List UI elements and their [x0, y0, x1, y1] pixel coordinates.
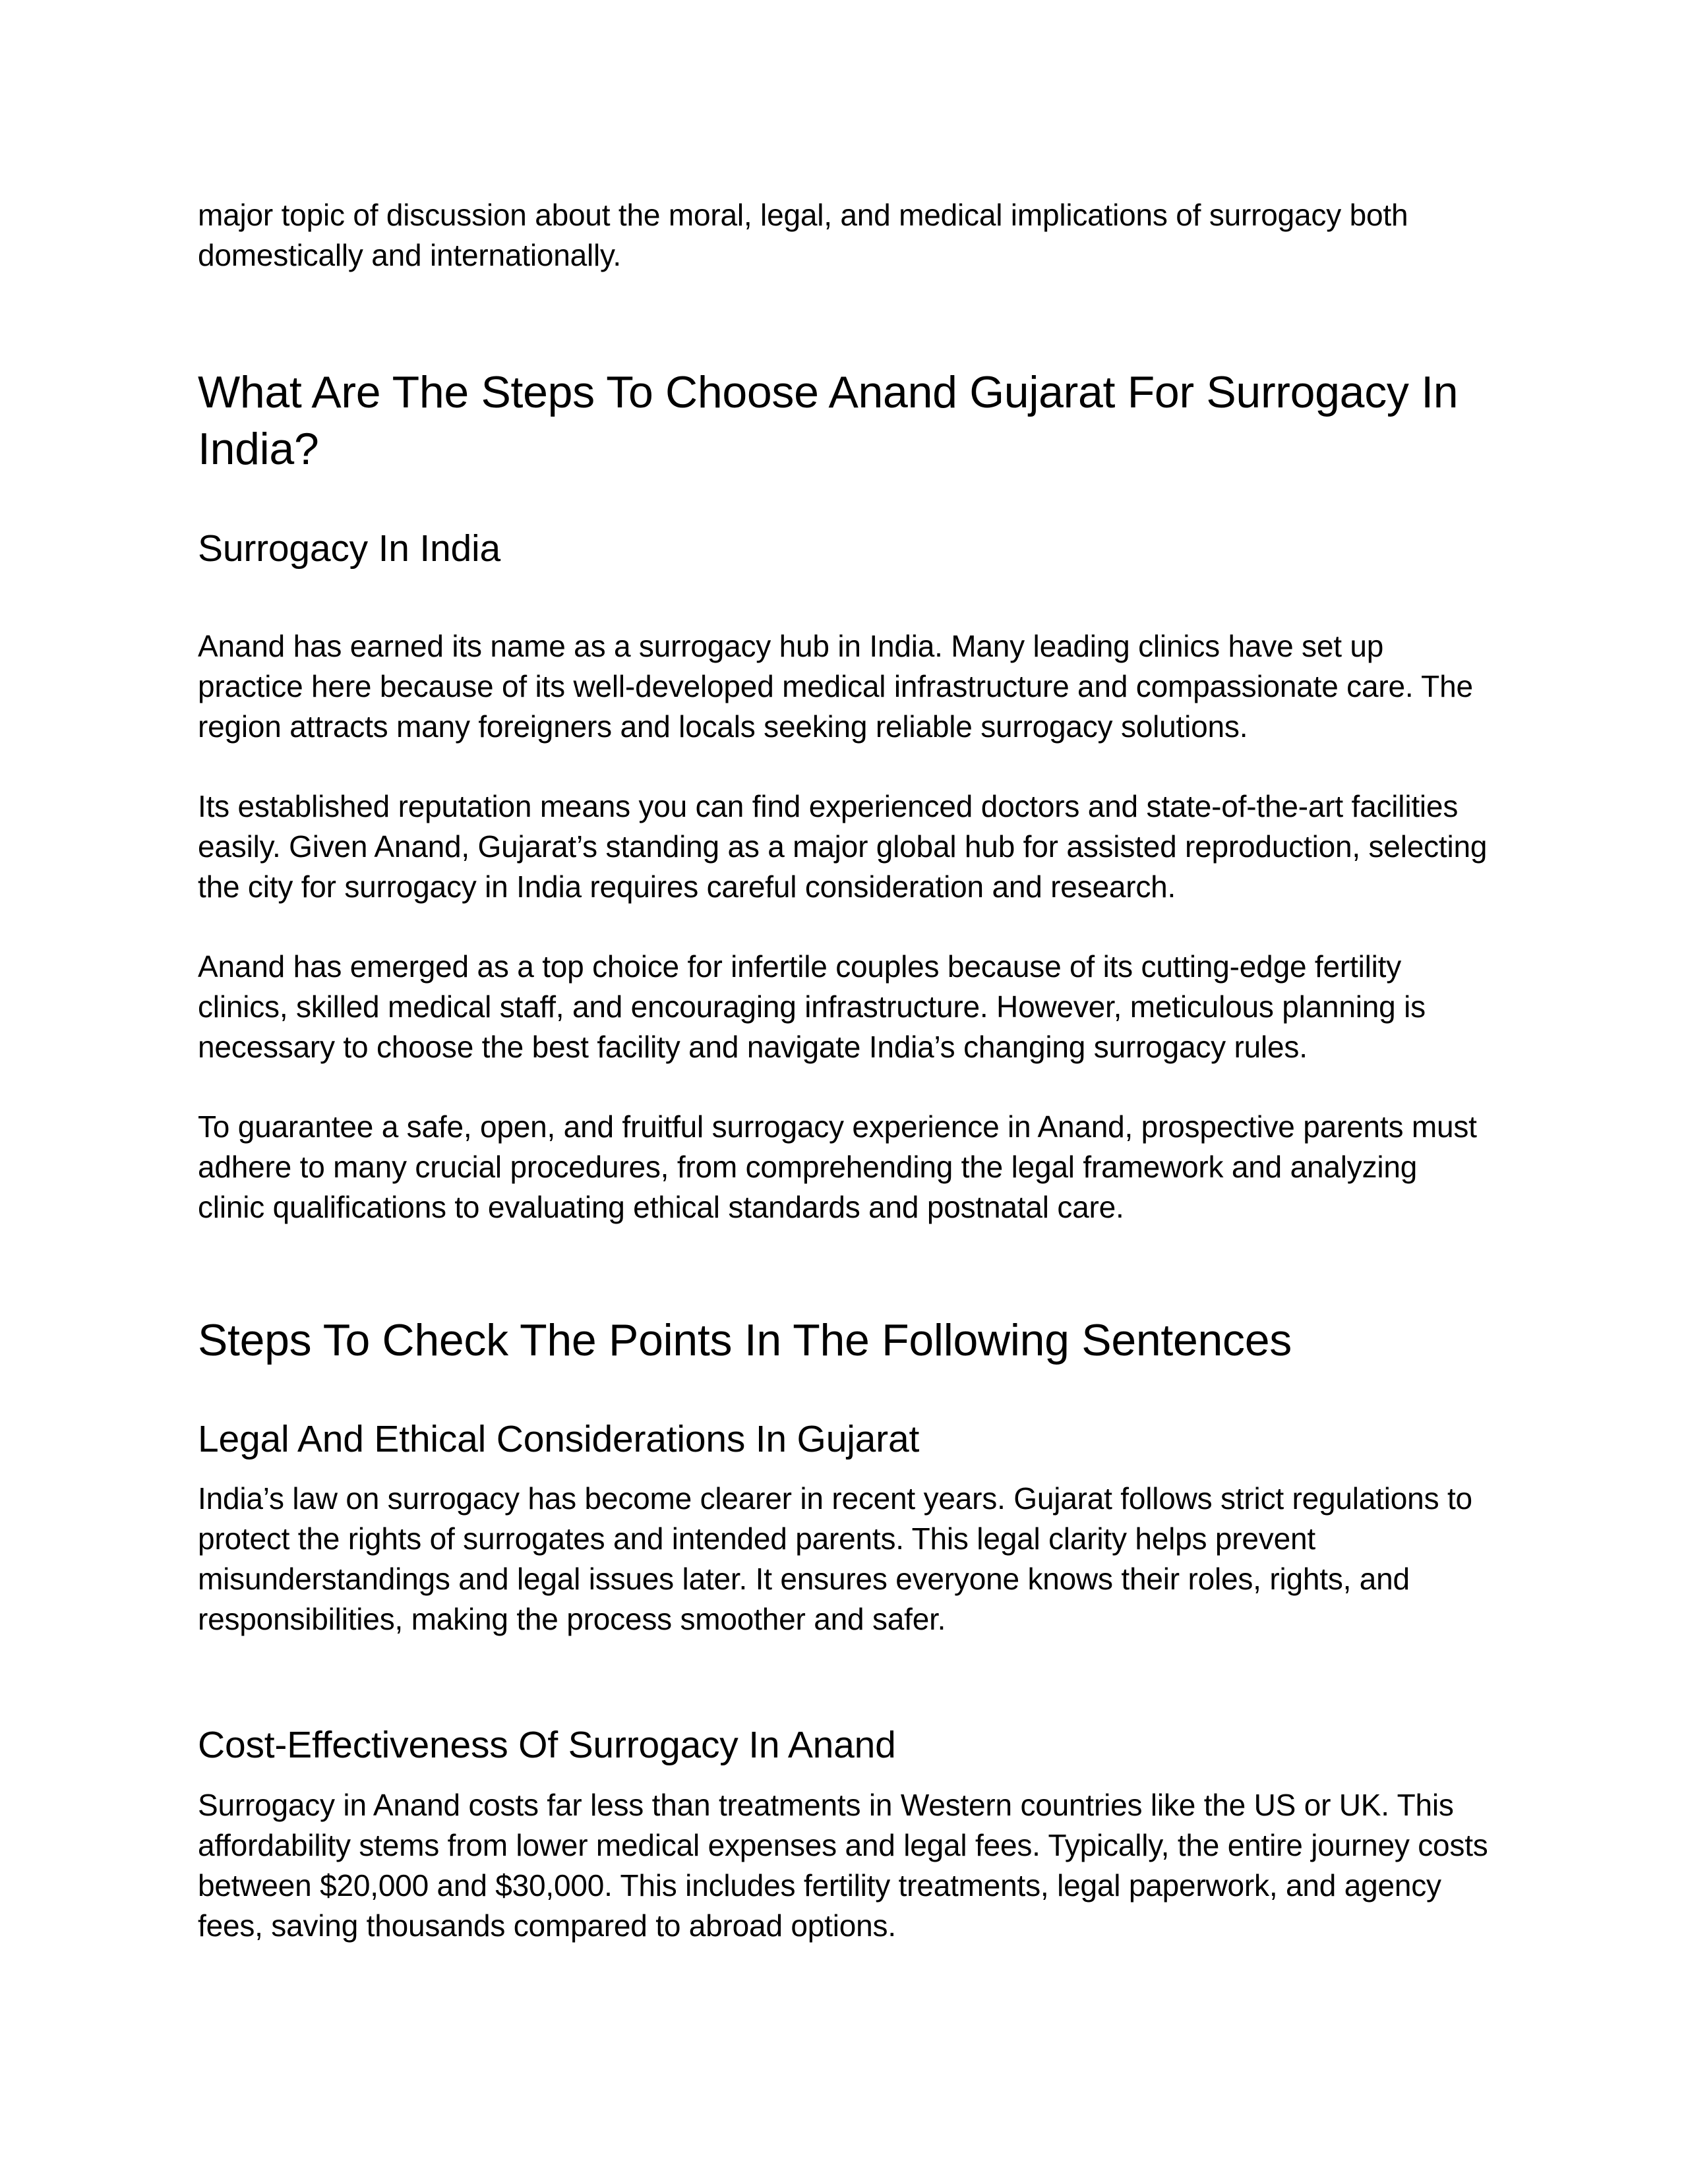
paragraph-surrogacy-hub: Anand has earned its name as a surrogacy hub in India. Many leading clinics have set up practice here because of its well-developed medical infrastructure and compassionate care. The region attracts many foreigners and locals seeking reliable surrogacy solutions. — [198, 629, 1473, 744]
section-heading-steps-check-points: Steps To Check The Points In The Following Sentences — [198, 1315, 1292, 1365]
section-heading-steps-choose-anand: What Are The Steps To Choose Anand Gujarat For Surrogacy In India? — [198, 367, 1459, 474]
paragraph-legal-ethical: India’s law on surrogacy has become clearer in recent years. Gujarat follows strict regulations to protect the rights of surrogates and intended parents. This legal clarity helps prevent misunderstandings and legal issues later. It ensures everyone knows their roles, rights, and responsibilities, making the process smoother and safer. — [198, 1481, 1472, 1636]
paragraph-guarantee-safe: To guarantee a safe, open, and fruitful surrogacy experience in Anand, prospective parents must adhere to many crucial procedures, from comprehending the legal framework and analyzing clinic qualifications to evaluating ethical standards and postnatal care. — [198, 1109, 1477, 1224]
paragraph-established-reputation: Its established reputation means you can find experienced doctors and state-of-the-art facilities easily. Given Anand, Gujarat’s standing as a major global hub for assisted reproduction, selecting the city for surrogacy in India requires careful consideration and research. — [198, 789, 1488, 904]
paragraph-top-choice: Anand has emerged as a top choice for infertile couples because of its cutting-edge fertility clinics, skilled medical staff, and encouraging infrastructure. However, meticulous planning is necessary to choose the best facility and navigate India’s changing surrogacy rules. — [198, 949, 1426, 1064]
subheading-cost-effectiveness: Cost-Effectiveness Of Surrogacy In Anand — [198, 1724, 896, 1766]
subheading-legal-ethical: Legal And Ethical Considerations In Gujarat — [198, 1418, 920, 1460]
paragraph-cost-effectiveness: Surrogacy in Anand costs far less than treatments in Western countries like the US or UK. This affordability stems from lower medical expenses and legal fees. Typically, the entire journey costs between $20,000 and $30,000. This includes fertility treatments, legal paperwork, and agency fees, saving thousands compared to abroad options. — [198, 1788, 1488, 1943]
subheading-surrogacy-in-india: Surrogacy In India — [198, 527, 500, 570]
intro-paragraph: major topic of discussion about the moral, legal, and medical implications of surrogacy both domestically and internationally. — [198, 198, 1408, 272]
